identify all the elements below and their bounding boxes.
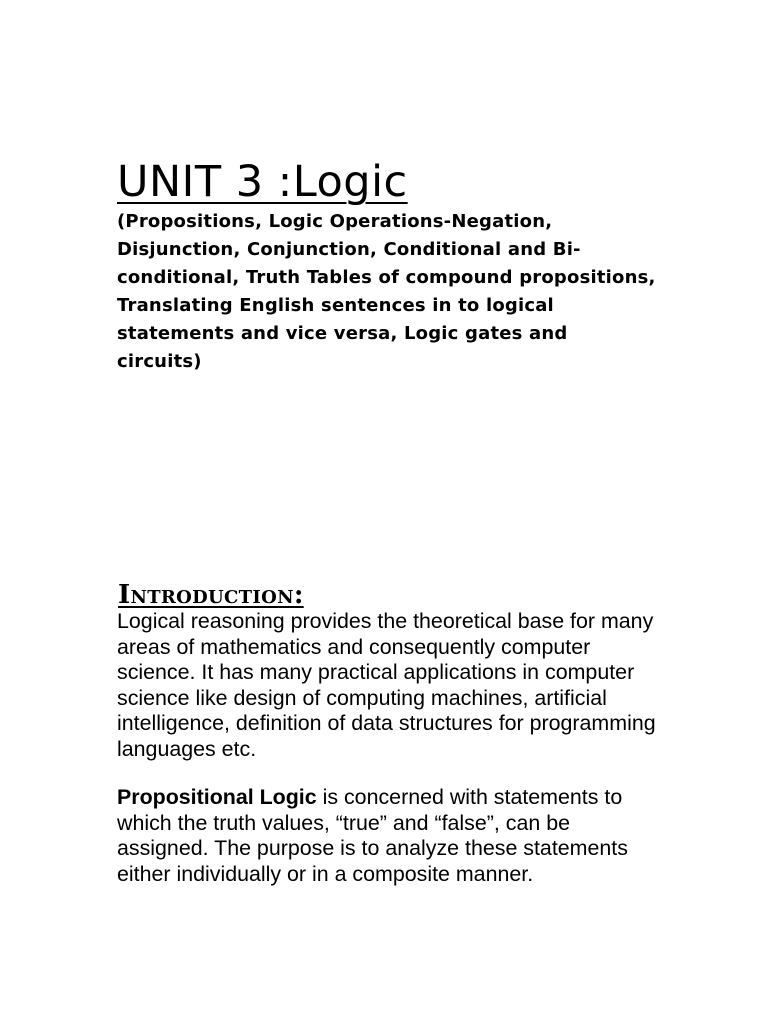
propositional-logic-term: Propositional Logic	[117, 785, 317, 809]
introduction-heading: Introduction:	[118, 580, 304, 610]
unit-topics-subtitle: (Propositions, Logic Operations-Negation, Disjunction, Conjunction, Conditional and Bi-conditional, Truth Tables of compound propositions, Translating English sentences in to logical statements and vice versa, Logic gates and circuits)	[117, 211, 656, 372]
unit-title: UNIT 3 :Logic	[117, 157, 408, 207]
propositional-logic-text: is concerned with statements to which the truth values, “true” and “false”, can be assigned. The purpose is to analyze these statements either individually or in a composite manner.	[117, 785, 628, 886]
introduction-paragraph: Logical reasoning provides the theoretical base for many areas of mathematics and consequently computer science. It has many practical applications in computer science like design of computing machines, artificial intelligence, definition of data structures for programming languages etc.	[117, 609, 656, 761]
propositional-logic-paragraph	[117, 785, 662, 887]
